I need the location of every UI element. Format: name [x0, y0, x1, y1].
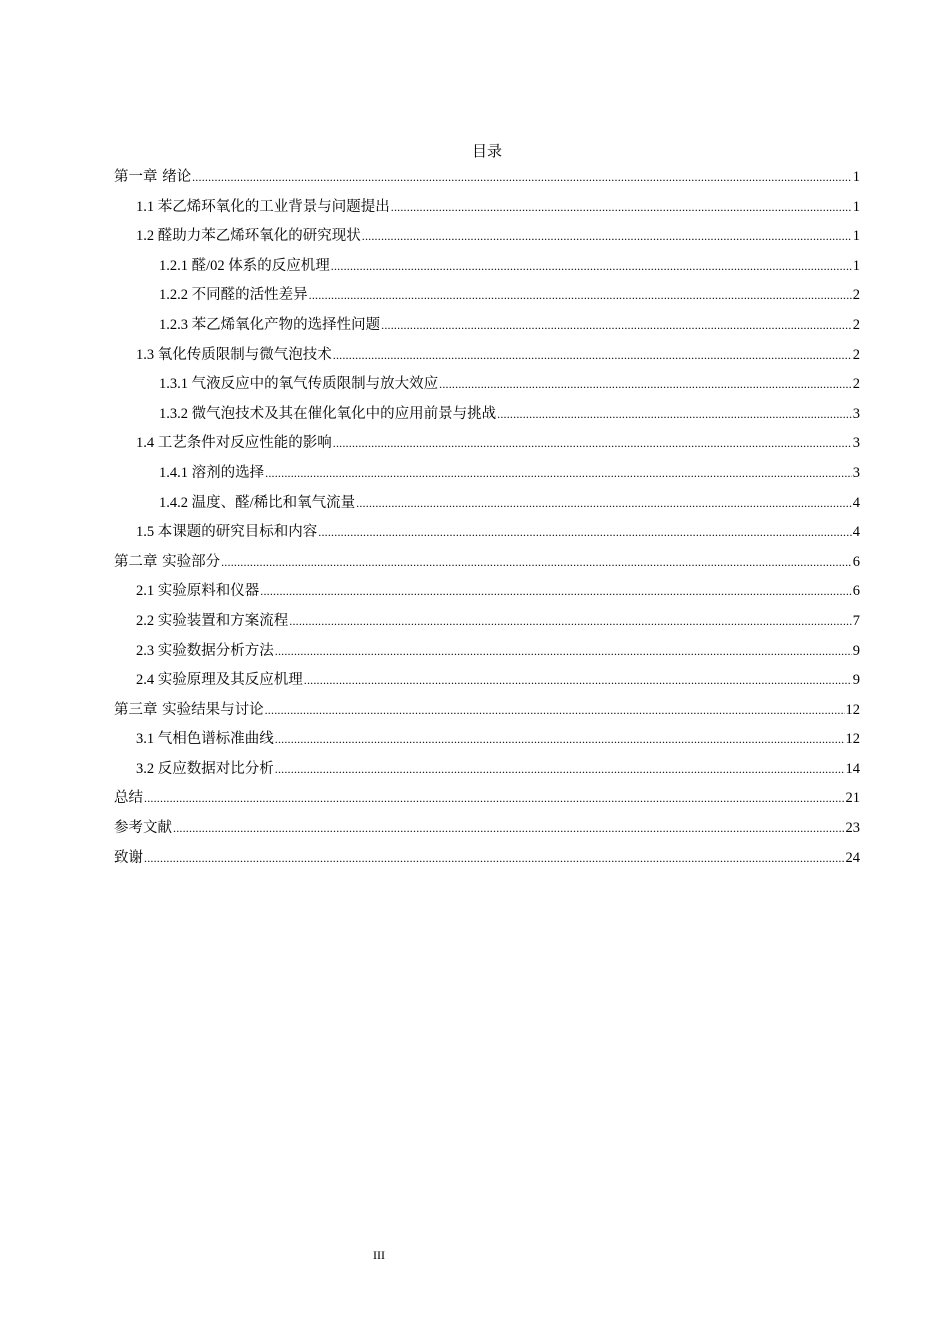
toc-dot-leader	[275, 758, 845, 780]
toc-dot-leader	[391, 196, 852, 218]
toc-dot-leader	[275, 640, 852, 662]
toc-entry-page: 6	[852, 583, 860, 600]
toc-entry[interactable]	[114, 196, 860, 226]
toc-entry[interactable]	[114, 610, 860, 640]
toc-dot-leader	[318, 521, 852, 543]
toc-entry[interactable]	[114, 669, 860, 699]
toc-dot-leader	[173, 817, 845, 839]
toc-entry-page: 2	[852, 376, 860, 393]
toc-dot-leader	[144, 787, 845, 809]
toc-entry-page: 1	[852, 257, 860, 274]
toc-entry-label: 2.3 实验数据分析方法	[136, 642, 274, 659]
toc-entry-label: 1.2.1 醛/02 体系的反应机理	[159, 257, 330, 274]
toc-entry-page: 1	[852, 169, 860, 185]
toc-entry[interactable]	[114, 699, 860, 729]
toc-entry[interactable]	[114, 255, 860, 285]
toc-dot-leader	[265, 699, 845, 721]
toc-entry-page: 9	[852, 642, 860, 659]
toc-entry-label: 1.2.3 苯乙烯氧化产物的选择性问题	[159, 316, 381, 333]
toc-entry-page: 14	[845, 760, 860, 777]
toc-entry-page: 12	[845, 701, 860, 718]
toc-entry-label: 1.4.1 溶剂的选择	[159, 464, 265, 481]
toc-entry-label: 1.4 工艺条件对反应性能的影响	[136, 435, 332, 452]
toc-title: 目录	[471, 144, 502, 160]
toc-entry-label: 第一章 绪论	[114, 169, 192, 185]
toc-dot-leader	[144, 847, 845, 869]
toc-dot-leader	[289, 610, 852, 632]
toc-entry-page: 3	[852, 405, 860, 422]
toc-dot-leader	[439, 373, 852, 395]
toc-dot-leader	[356, 492, 852, 514]
toc-entry[interactable]	[114, 758, 860, 788]
toc-entry-label: 1.3.1 气液反应中的氧气传质限制与放大效应	[159, 376, 439, 393]
toc-dot-leader	[497, 403, 852, 425]
toc-entry[interactable]	[114, 284, 860, 314]
toc-dot-leader	[362, 225, 852, 247]
toc-entry-label: 1.4.2 温度、醛/稀比和氧气流量	[159, 494, 356, 511]
toc-entry-label: 1.2.2 不同醛的活性差异	[159, 287, 308, 304]
toc-entry[interactable]	[114, 344, 860, 374]
toc-dot-leader	[260, 580, 852, 602]
toc-entry[interactable]	[114, 492, 860, 522]
toc-entry-label: 第三章 实验结果与讨论	[114, 701, 264, 718]
toc-entry-label: 1.3 氧化传质限制与微气泡技术	[136, 346, 332, 363]
toc-entry-page: 3	[852, 435, 860, 452]
toc-entry[interactable]	[114, 432, 860, 462]
toc-dot-leader	[275, 728, 845, 750]
toc-entry-label: 1.2 醛助力苯乙烯环氧化的研究现状	[136, 228, 361, 245]
toc-entry[interactable]	[114, 314, 860, 344]
toc-dot-leader	[333, 432, 852, 454]
toc-dot-leader	[265, 462, 852, 484]
page-number: III	[373, 1248, 385, 1262]
toc-entry-page: 1	[852, 198, 860, 215]
toc-entry-label: 第二章 实验部分	[114, 553, 221, 570]
toc-entry[interactable]	[114, 640, 860, 670]
toc-entry-label: 1.3.2 微气泡技术及其在催化氧化中的应用前景与挑战	[159, 405, 497, 422]
toc-dot-leader	[304, 669, 852, 691]
toc-entry-label: 3.2 反应数据对比分析	[136, 760, 274, 777]
toc-entry-page: 6	[852, 553, 860, 570]
toc-entry-page: 21	[845, 790, 860, 807]
toc-entry[interactable]	[114, 728, 860, 758]
toc-dot-leader	[381, 314, 852, 336]
toc-entry[interactable]	[114, 551, 860, 581]
toc-entry-page: 1	[852, 228, 860, 245]
toc-entry-label: 1.1 苯乙烯环氧化的工业背景与问题提出	[136, 198, 390, 215]
toc-entry-label: 致谢	[114, 849, 143, 866]
toc-entry-page: 12	[845, 731, 860, 748]
toc-entry-page: 7	[852, 612, 860, 629]
toc-entry-label: 总结	[114, 790, 143, 807]
toc-entry-page: 24	[845, 849, 860, 866]
toc-entry[interactable]	[114, 521, 860, 551]
toc-entry-label: 2.2 实验装置和方案流程	[136, 612, 289, 629]
toc-entry[interactable]	[114, 817, 860, 847]
toc-entry-label: 参考文献	[114, 820, 172, 837]
toc-entry[interactable]	[114, 462, 860, 492]
toc-entry-page: 4	[852, 494, 860, 511]
toc-entry[interactable]	[114, 166, 860, 196]
toc-list	[114, 166, 860, 876]
toc-dot-leader	[309, 284, 852, 306]
toc-dot-leader	[221, 551, 852, 573]
toc-entry-label: 3.1 气相色谱标准曲线	[136, 731, 274, 748]
toc-entry-page: 23	[845, 820, 860, 837]
toc-dot-leader	[333, 344, 852, 366]
toc-entry-page: 9	[852, 672, 860, 689]
toc-entry-page: 3	[852, 464, 860, 481]
toc-dot-leader	[331, 255, 852, 277]
toc-entry-label: 2.1 实验原料和仪器	[136, 583, 260, 600]
toc-entry-page: 2	[852, 287, 860, 304]
toc-entry-page: 2	[852, 346, 860, 363]
toc-entry[interactable]	[114, 225, 860, 255]
toc-dot-leader	[192, 166, 852, 188]
toc-entry-label: 2.4 实验原理及其反应机理	[136, 672, 303, 689]
toc-entry[interactable]	[114, 373, 860, 403]
toc-entry-page: 4	[852, 524, 860, 541]
toc-entry[interactable]	[114, 403, 860, 433]
toc-entry[interactable]	[114, 847, 860, 877]
toc-entry[interactable]	[114, 787, 860, 817]
toc-entry-label: 1.5 本课题的研究目标和内容	[136, 524, 318, 541]
toc-entry-page: 2	[852, 316, 860, 333]
toc-entry[interactable]	[114, 580, 860, 610]
